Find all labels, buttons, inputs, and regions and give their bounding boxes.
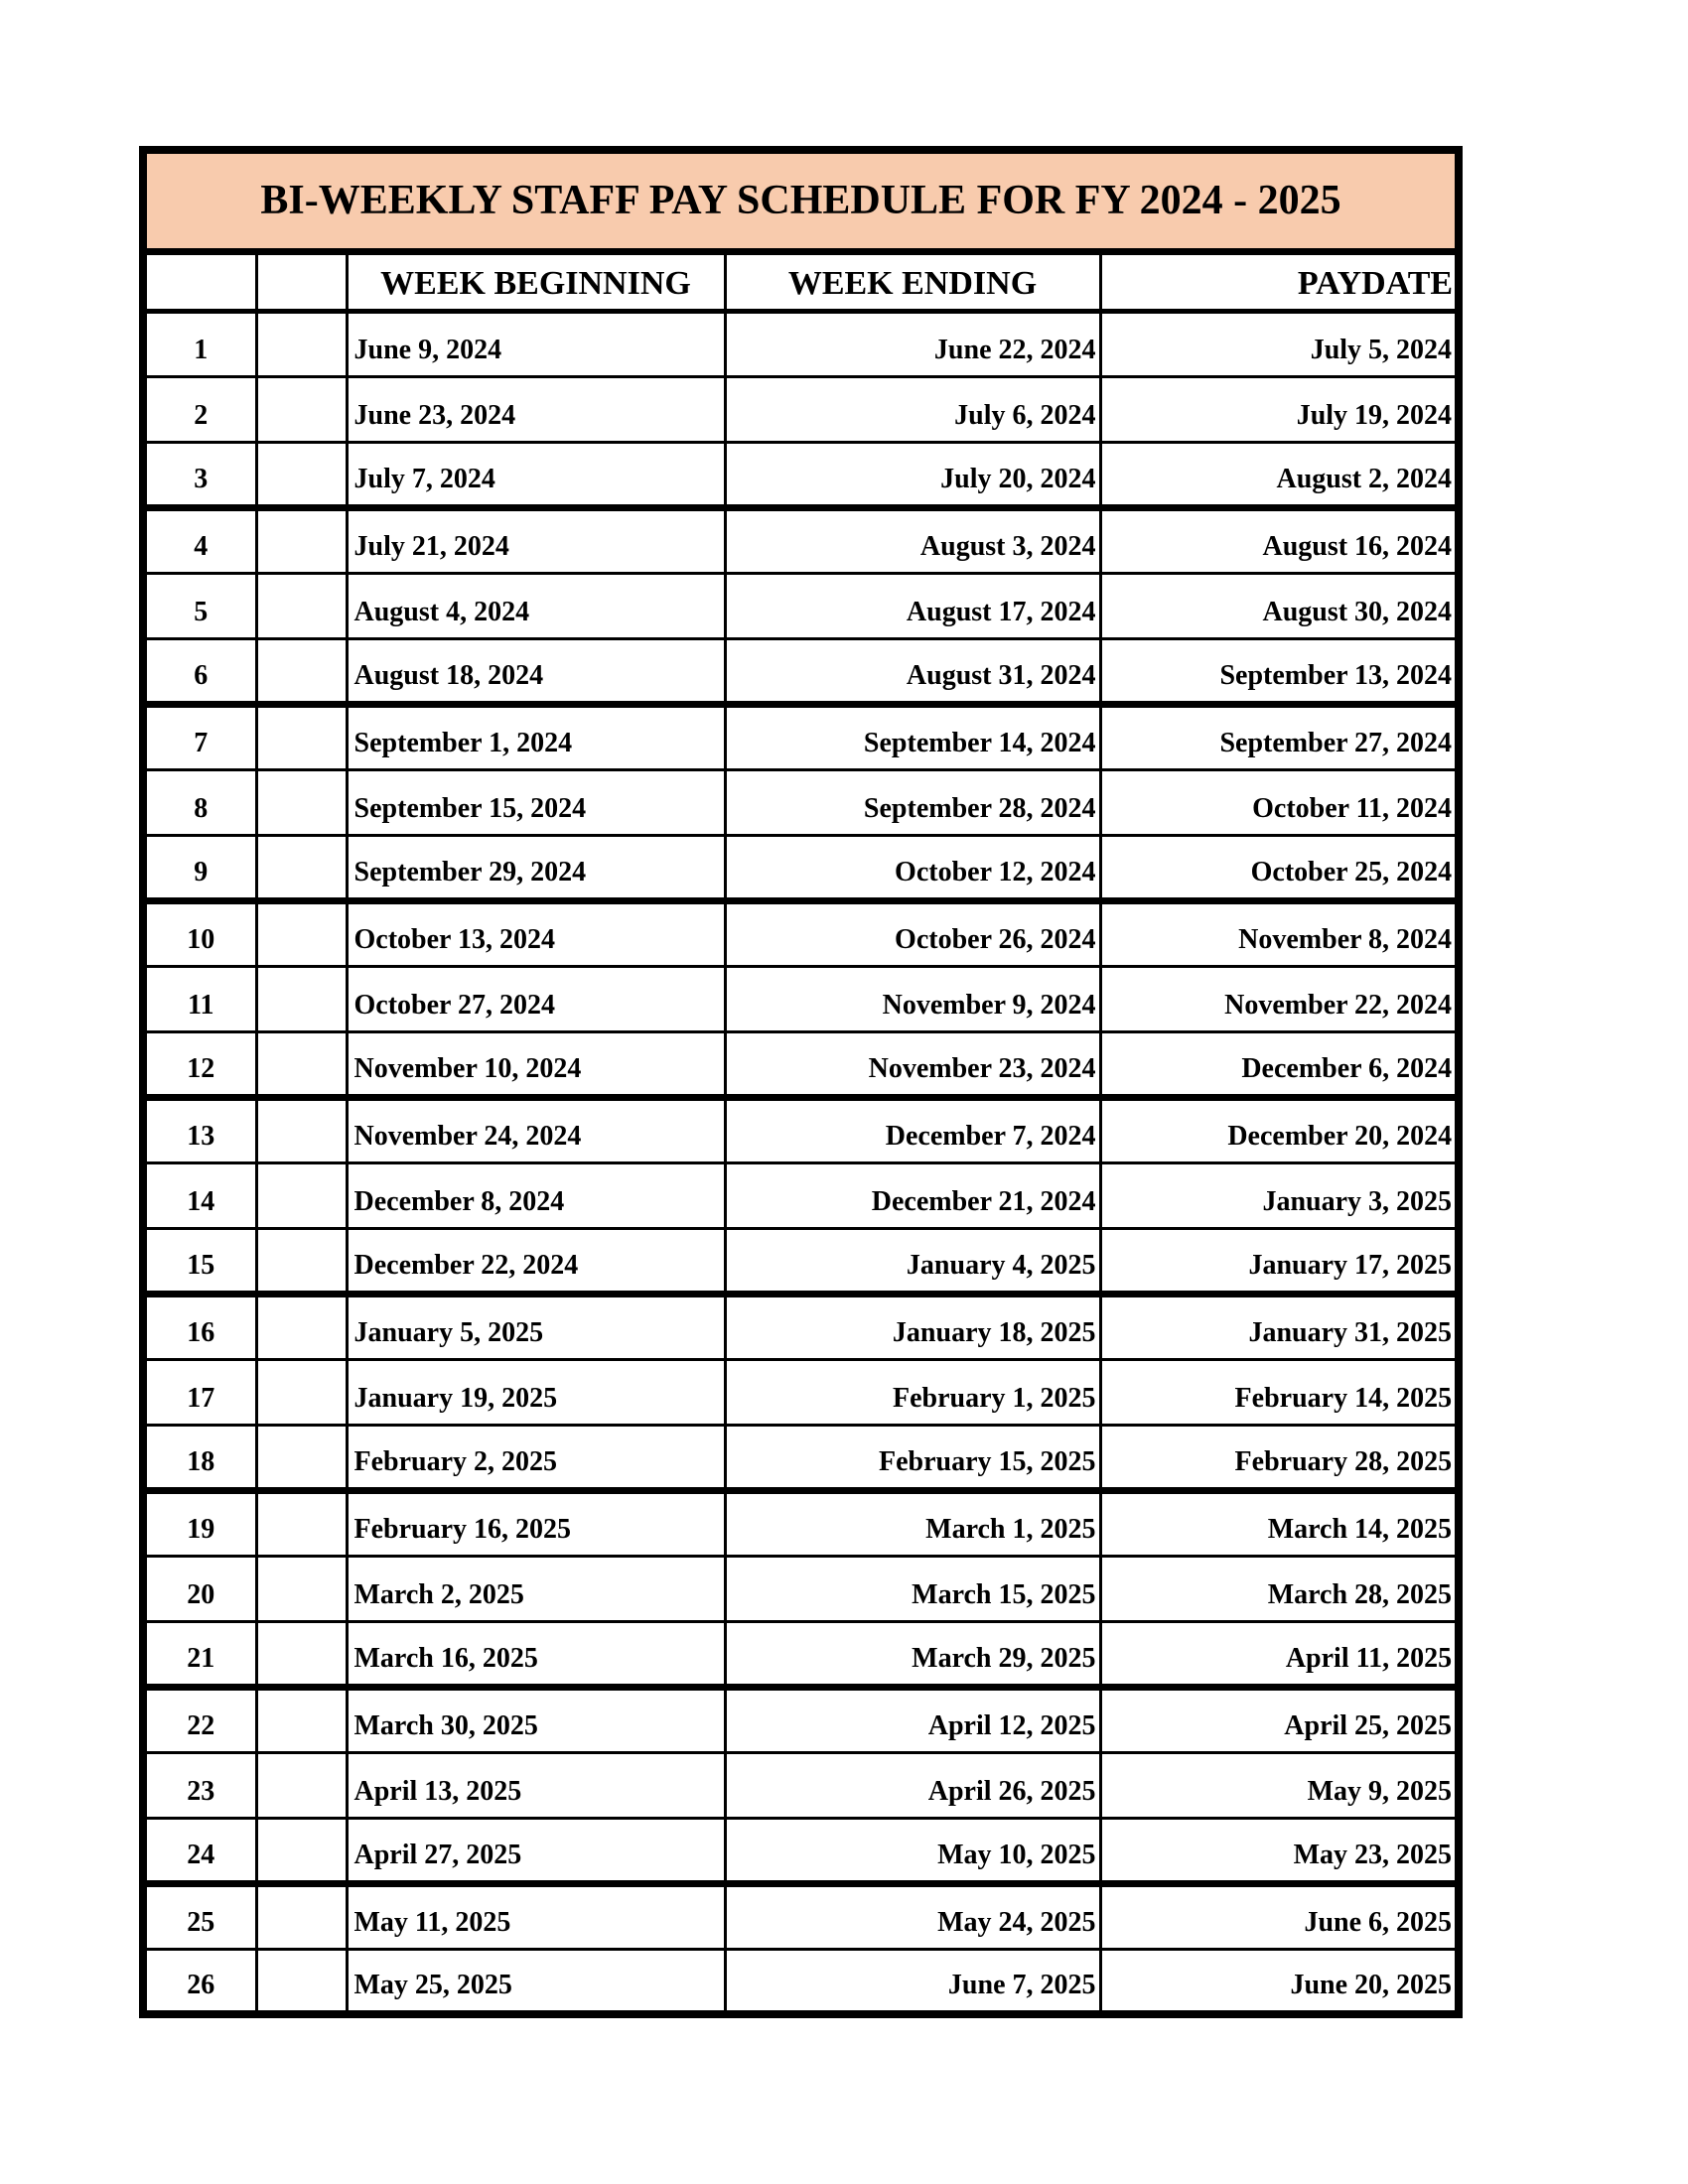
table-row: [143, 1031, 1459, 1097]
week-ending-cell: August 31, 2024: [725, 638, 1100, 704]
spacer-cell: [256, 1162, 347, 1228]
week-beginning-cell: August 4, 2024: [347, 573, 725, 638]
row-number-cell: 9: [143, 835, 256, 900]
table-row: [143, 1752, 1459, 1818]
row-number-cell: 24: [143, 1818, 256, 1883]
week-beginning-cell: April 27, 2025: [347, 1818, 725, 1883]
paydate-cell: July 19, 2024: [1100, 376, 1459, 442]
week-beginning-cell: July 21, 2024: [347, 507, 725, 573]
paydate-cell: October 11, 2024: [1100, 769, 1459, 835]
week-beginning-cell: April 13, 2025: [347, 1752, 725, 1818]
paydate-cell: January 17, 2025: [1100, 1228, 1459, 1294]
paydate-cell: May 9, 2025: [1100, 1752, 1459, 1818]
column-header-paydate: PAYDATE: [1100, 251, 1459, 311]
table-row: [143, 507, 1459, 573]
row-number-cell: 4: [143, 507, 256, 573]
row-number-cell: 18: [143, 1425, 256, 1490]
paydate-cell: February 14, 2025: [1100, 1359, 1459, 1425]
column-header-week-ending: WEEK ENDING: [725, 251, 1100, 311]
table-row: [143, 1162, 1459, 1228]
row-number-cell: 14: [143, 1162, 256, 1228]
spacer-cell: [256, 1752, 347, 1818]
row-number-cell: 16: [143, 1294, 256, 1359]
week-beginning-cell: March 30, 2025: [347, 1687, 725, 1752]
table-row: [143, 966, 1459, 1031]
week-beginning-cell: May 25, 2025: [347, 1949, 725, 2014]
column-header-index: [143, 251, 256, 311]
paydate-cell: June 20, 2025: [1100, 1949, 1459, 2014]
table-head: [143, 150, 1459, 311]
spacer-cell: [256, 1097, 347, 1162]
week-beginning-cell: December 8, 2024: [347, 1162, 725, 1228]
spacer-cell: [256, 573, 347, 638]
spacer-cell: [256, 966, 347, 1031]
spacer-cell: [256, 1883, 347, 1949]
row-number-cell: 13: [143, 1097, 256, 1162]
row-number-cell: 5: [143, 573, 256, 638]
spacer-cell: [256, 1294, 347, 1359]
week-ending-cell: June 7, 2025: [725, 1949, 1100, 2014]
row-number-cell: 15: [143, 1228, 256, 1294]
row-number-cell: 17: [143, 1359, 256, 1425]
table-row: [143, 1949, 1459, 2014]
table-row: [143, 1228, 1459, 1294]
spacer-cell: [256, 1621, 347, 1687]
spacer-cell: [256, 507, 347, 573]
table-row: [143, 1883, 1459, 1949]
title-row: [143, 150, 1459, 251]
paydate-cell: December 6, 2024: [1100, 1031, 1459, 1097]
row-number-cell: 20: [143, 1556, 256, 1621]
paydate-cell: August 30, 2024: [1100, 573, 1459, 638]
pay-schedule-body: [143, 311, 1459, 2014]
paydate-cell: October 25, 2024: [1100, 835, 1459, 900]
spacer-cell: [256, 1818, 347, 1883]
week-ending-cell: January 18, 2025: [725, 1294, 1100, 1359]
row-number-cell: 21: [143, 1621, 256, 1687]
paydate-cell: March 28, 2025: [1100, 1556, 1459, 1621]
spacer-cell: [256, 835, 347, 900]
week-beginning-cell: June 9, 2024: [347, 311, 725, 376]
paydate-cell: November 8, 2024: [1100, 900, 1459, 966]
table-row: [143, 1490, 1459, 1556]
page-title: BI-WEEKLY STAFF PAY SCHEDULE FOR FY 2024 - 2025: [143, 150, 1459, 251]
row-number-cell: 25: [143, 1883, 256, 1949]
week-beginning-cell: February 2, 2025: [347, 1425, 725, 1490]
paydate-cell: June 6, 2025: [1100, 1883, 1459, 1949]
table-row: [143, 376, 1459, 442]
week-ending-cell: August 17, 2024: [725, 573, 1100, 638]
paydate-cell: February 28, 2025: [1100, 1425, 1459, 1490]
table-row: [143, 1097, 1459, 1162]
row-number-cell: 8: [143, 769, 256, 835]
row-number-cell: 12: [143, 1031, 256, 1097]
week-ending-cell: July 6, 2024: [725, 376, 1100, 442]
week-ending-cell: March 29, 2025: [725, 1621, 1100, 1687]
paydate-cell: September 27, 2024: [1100, 704, 1459, 769]
week-ending-cell: March 15, 2025: [725, 1556, 1100, 1621]
week-ending-cell: September 14, 2024: [725, 704, 1100, 769]
week-ending-cell: December 21, 2024: [725, 1162, 1100, 1228]
row-number-cell: 3: [143, 442, 256, 507]
table-row: [143, 704, 1459, 769]
row-number-cell: 22: [143, 1687, 256, 1752]
spacer-cell: [256, 1949, 347, 2014]
table-row: [143, 835, 1459, 900]
paydate-cell: April 11, 2025: [1100, 1621, 1459, 1687]
table-row: [143, 769, 1459, 835]
week-beginning-cell: June 23, 2024: [347, 376, 725, 442]
row-number-cell: 2: [143, 376, 256, 442]
week-ending-cell: November 23, 2024: [725, 1031, 1100, 1097]
paydate-cell: January 3, 2025: [1100, 1162, 1459, 1228]
week-beginning-cell: January 19, 2025: [347, 1359, 725, 1425]
table-row: [143, 1556, 1459, 1621]
table-row: [143, 1294, 1459, 1359]
week-beginning-cell: February 16, 2025: [347, 1490, 725, 1556]
week-beginning-cell: October 27, 2024: [347, 966, 725, 1031]
table-row: [143, 1818, 1459, 1883]
spacer-cell: [256, 704, 347, 769]
paydate-cell: July 5, 2024: [1100, 311, 1459, 376]
row-number-cell: 23: [143, 1752, 256, 1818]
spacer-cell: [256, 376, 347, 442]
spacer-cell: [256, 1490, 347, 1556]
paydate-cell: April 25, 2025: [1100, 1687, 1459, 1752]
row-number-cell: 26: [143, 1949, 256, 2014]
paydate-cell: November 22, 2024: [1100, 966, 1459, 1031]
table-row: [143, 900, 1459, 966]
week-ending-cell: August 3, 2024: [725, 507, 1100, 573]
row-number-cell: 7: [143, 704, 256, 769]
week-ending-cell: May 24, 2025: [725, 1883, 1100, 1949]
row-number-cell: 19: [143, 1490, 256, 1556]
row-number-cell: 1: [143, 311, 256, 376]
paydate-cell: January 31, 2025: [1100, 1294, 1459, 1359]
week-beginning-cell: September 29, 2024: [347, 835, 725, 900]
spacer-cell: [256, 442, 347, 507]
week-beginning-cell: March 2, 2025: [347, 1556, 725, 1621]
week-ending-cell: October 26, 2024: [725, 900, 1100, 966]
table-row: [143, 442, 1459, 507]
week-beginning-cell: November 10, 2024: [347, 1031, 725, 1097]
column-header-row: [143, 251, 1459, 311]
paydate-cell: August 2, 2024: [1100, 442, 1459, 507]
spacer-cell: [256, 1556, 347, 1621]
paydate-cell: September 13, 2024: [1100, 638, 1459, 704]
week-ending-cell: October 12, 2024: [725, 835, 1100, 900]
column-header-spacer: [256, 251, 347, 311]
week-ending-cell: July 20, 2024: [725, 442, 1100, 507]
row-number-cell: 10: [143, 900, 256, 966]
week-beginning-cell: September 15, 2024: [347, 769, 725, 835]
week-ending-cell: November 9, 2024: [725, 966, 1100, 1031]
spacer-cell: [256, 1359, 347, 1425]
table-row: [143, 1621, 1459, 1687]
week-beginning-cell: January 5, 2025: [347, 1294, 725, 1359]
week-ending-cell: April 12, 2025: [725, 1687, 1100, 1752]
week-beginning-cell: July 7, 2024: [347, 442, 725, 507]
column-header-week-beginning: WEEK BEGINNING: [347, 251, 725, 311]
week-ending-cell: March 1, 2025: [725, 1490, 1100, 1556]
spacer-cell: [256, 1425, 347, 1490]
week-ending-cell: February 1, 2025: [725, 1359, 1100, 1425]
week-beginning-cell: October 13, 2024: [347, 900, 725, 966]
spacer-cell: [256, 769, 347, 835]
week-beginning-cell: August 18, 2024: [347, 638, 725, 704]
spacer-cell: [256, 1687, 347, 1752]
table-row: [143, 311, 1459, 376]
week-ending-cell: February 15, 2025: [725, 1425, 1100, 1490]
week-beginning-cell: September 1, 2024: [347, 704, 725, 769]
spacer-cell: [256, 1031, 347, 1097]
week-ending-cell: January 4, 2025: [725, 1228, 1100, 1294]
week-beginning-cell: December 22, 2024: [347, 1228, 725, 1294]
paydate-cell: December 20, 2024: [1100, 1097, 1459, 1162]
spacer-cell: [256, 1228, 347, 1294]
week-ending-cell: September 28, 2024: [725, 769, 1100, 835]
week-ending-cell: April 26, 2025: [725, 1752, 1100, 1818]
paydate-cell: August 16, 2024: [1100, 507, 1459, 573]
spacer-cell: [256, 638, 347, 704]
week-ending-cell: June 22, 2024: [725, 311, 1100, 376]
table-row: [143, 1359, 1459, 1425]
table-row: [143, 1687, 1459, 1752]
week-ending-cell: December 7, 2024: [725, 1097, 1100, 1162]
row-number-cell: 6: [143, 638, 256, 704]
spacer-cell: [256, 311, 347, 376]
week-beginning-cell: March 16, 2025: [347, 1621, 725, 1687]
table-row: [143, 573, 1459, 638]
week-beginning-cell: November 24, 2024: [347, 1097, 725, 1162]
table-row: [143, 638, 1459, 704]
paydate-cell: March 14, 2025: [1100, 1490, 1459, 1556]
paydate-cell: May 23, 2025: [1100, 1818, 1459, 1883]
pay-schedule-table: [139, 146, 1463, 2018]
week-beginning-cell: May 11, 2025: [347, 1883, 725, 1949]
week-ending-cell: May 10, 2025: [725, 1818, 1100, 1883]
table-row: [143, 1425, 1459, 1490]
row-number-cell: 11: [143, 966, 256, 1031]
spacer-cell: [256, 900, 347, 966]
